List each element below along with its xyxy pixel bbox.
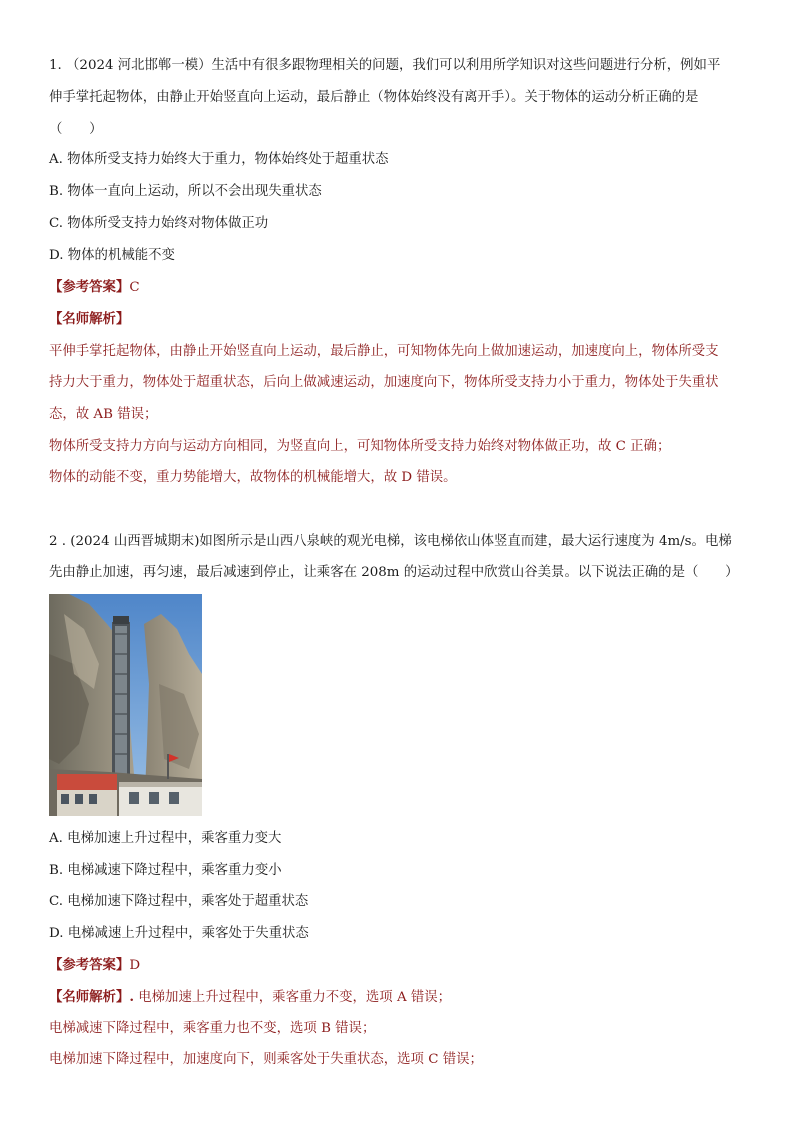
q1-option-d: D. 物体的机械能不变 <box>49 248 175 263</box>
q2-analysis-line1 <box>49 987 451 1008</box>
q2-option-a: A. 电梯加速上升过程中，乘客重力变大 <box>49 831 282 846</box>
q2-stem-line2: 先由静止加速，再匀速，最后减速到停止，让乘客在 208m 的运动过程中欣赏山谷美景。以下说法正确的是（ ） <box>49 565 739 580</box>
q1-stem-line3: （ ） <box>49 122 103 137</box>
q1-stem-line2: 伸手掌托起物体，由静止开始竖直向上运动，最后静止（物体始终没有离开手）。关于物体的运动分析正确的是 <box>49 90 699 105</box>
q2-option-c: C. 电梯加速下降过程中，乘客处于超重状态 <box>49 894 309 909</box>
q1-option-a: A. 物体所受支持力始终大于重力，物体始终处于超重状态 <box>49 152 389 167</box>
q2-option-d: D. 电梯减速上升过程中，乘客处于失重状态 <box>49 926 309 941</box>
q2-stem-line1: 2 . (2024 山西晋城期末)如图所示是山西八泉峡的观光电梯，该电梯依山体竖直而建，最大运行速度为 4m/s。电梯 <box>49 534 732 549</box>
q1-answer-label: 【参考答案】 <box>49 279 130 295</box>
q1-analysis-line: 态，故 AB 错误； <box>49 407 158 422</box>
q1-analysis-line: 持力大于重力，物体处于超重状态，后向上做减速运动，加速度向下，物体所受支持力小于重力，物体处于失重状 <box>49 375 719 390</box>
q2-answer <box>49 955 140 976</box>
q1-stem-line1: 1. （2024 河北邯郸一模）生活中有很多跟物理相关的问题，我们可以利用所学知识对这些问题进行分析，例如平 <box>49 58 721 73</box>
q1-answer-value: C <box>129 280 140 295</box>
q2-analysis-line: 电梯加速下降过程中，加速度向下，则乘客处于失重状态，选项 C 错误； <box>49 1052 483 1067</box>
q2-option-b: B. 电梯减速下降过程中，乘客重力变小 <box>49 863 282 878</box>
q1-option-c: C. 物体所受支持力始终对物体做正功 <box>49 216 269 231</box>
q1-analysis-line: 物体的动能不变，重力势能增大，故物体的机械能增大，故 D 错误。 <box>49 470 457 485</box>
q2-analysis-line: 电梯减速下降过程中，乘客重力也不变，选项 B 错误； <box>49 1021 376 1036</box>
q1-analysis-line: 物体所受支持力方向与运动方向相同，为竖直向上，可知物体所受支持力始终对物体做正功，故 C 正确； <box>49 439 671 454</box>
q1-option-b: B. 物体一直向上运动，所以不会出现失重状态 <box>49 184 322 199</box>
q2-analysis-first: 电梯加速上升过程中，乘客重力不变，选项 A 错误； <box>134 990 452 1005</box>
q2-answer-label: 【参考答案】 <box>49 957 130 973</box>
q1-answer <box>49 277 140 298</box>
elevator-photo <box>49 594 202 816</box>
q1-analysis-line: 平伸手掌托起物体，由静止开始竖直向上运动，最后静止，可知物体先向上做加速运动，加速度向上，物体所受支 <box>49 344 719 359</box>
q2-analysis-label: 【名师解析】. <box>49 989 135 1005</box>
q2-answer-value: D <box>129 958 141 973</box>
q1-analysis-label: 【名师解析】 <box>49 311 130 327</box>
